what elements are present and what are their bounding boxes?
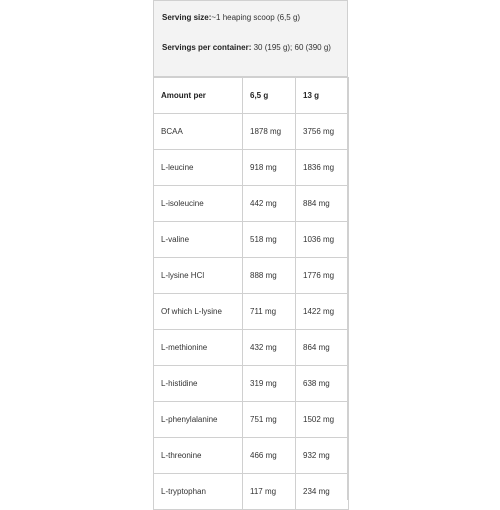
nutrient-name: L-leucine: [154, 150, 243, 186]
amount-13g: 1776 mg: [296, 258, 349, 294]
amount-13g: 3756 mg: [296, 114, 349, 150]
nutrient-name: Of which L-lysine: [154, 294, 243, 330]
servings-per-container-label: Servings per container:: [162, 43, 252, 52]
table-row: [154, 114, 349, 150]
nutrient-name: L-threonine: [154, 438, 243, 474]
amount-13g: 884 mg: [296, 186, 349, 222]
table-header-row: [154, 78, 349, 114]
amount-6-5g: 888 mg: [243, 258, 296, 294]
nutrient-name: L-tryptophan: [154, 474, 243, 510]
table-row: [154, 330, 349, 366]
nutrient-name: L-valine: [154, 222, 243, 258]
serving-size-line: [162, 12, 300, 24]
amount-13g: 864 mg: [296, 330, 349, 366]
amount-6-5g: 711 mg: [243, 294, 296, 330]
amount-6-5g: 1878 mg: [243, 114, 296, 150]
header-serving-6-5g: 6,5 g: [243, 78, 296, 114]
header-amount-per: Amount per: [154, 78, 243, 114]
table-row: [154, 294, 349, 330]
serving-size-value: ~1 heaping scoop (6,5 g): [211, 13, 301, 22]
nutrient-name: L-isoleucine: [154, 186, 243, 222]
amount-6-5g: 918 mg: [243, 150, 296, 186]
serving-size-label: Serving size:: [162, 13, 212, 22]
amount-13g: 1036 mg: [296, 222, 349, 258]
amount-6-5g: 319 mg: [243, 366, 296, 402]
table-row: [154, 366, 349, 402]
amount-13g: 1502 mg: [296, 402, 349, 438]
nutrient-name: L-phenylalanine: [154, 402, 243, 438]
amount-6-5g: 442 mg: [243, 186, 296, 222]
servings-per-container-value: 30 (195 g); 60 (390 g): [251, 43, 331, 52]
table-row: [154, 150, 349, 186]
amount-13g: 1422 mg: [296, 294, 349, 330]
amino-acid-table: [153, 77, 349, 510]
amount-6-5g: 751 mg: [243, 402, 296, 438]
table-row: [154, 474, 349, 510]
amount-6-5g: 432 mg: [243, 330, 296, 366]
nutrient-name: BCAA: [154, 114, 243, 150]
amount-13g: 638 mg: [296, 366, 349, 402]
table-row: [154, 186, 349, 222]
table-row: [154, 258, 349, 294]
servings-per-container-line: [162, 42, 331, 54]
header-serving-13g: 13 g: [296, 78, 349, 114]
nutrient-name: L-histidine: [154, 366, 243, 402]
amount-13g: 1836 mg: [296, 150, 349, 186]
table-row: [154, 402, 349, 438]
table-row: [154, 438, 349, 474]
nutrient-name: L-methionine: [154, 330, 243, 366]
amount-6-5g: 466 mg: [243, 438, 296, 474]
amount-13g: 234 mg: [296, 474, 349, 510]
nutrient-name: L-lysine HCl: [154, 258, 243, 294]
amount-6-5g: 117 mg: [243, 474, 296, 510]
serving-info-box: [153, 0, 348, 77]
amount-13g: 932 mg: [296, 438, 349, 474]
table-row: [154, 222, 349, 258]
amount-6-5g: 518 mg: [243, 222, 296, 258]
